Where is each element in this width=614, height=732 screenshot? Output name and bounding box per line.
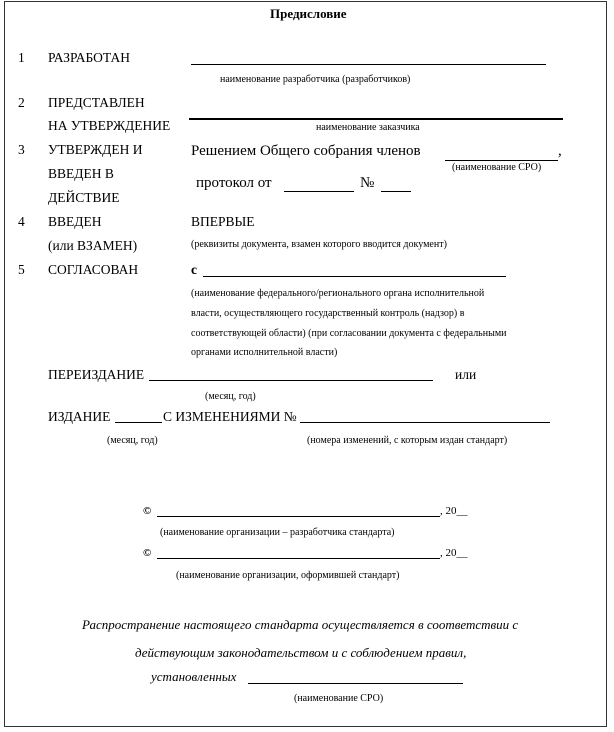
authority-caption-1: (наименование федерального/регионального органа исполнительной	[191, 288, 485, 299]
item-label-4a: ВВЕДЕН	[48, 214, 102, 229]
page-title: Предисловие	[270, 6, 347, 21]
edition-label: ИЗДАНИЕ	[48, 409, 111, 424]
copyright-icon: ©	[143, 547, 152, 559]
protocol-date-field[interactable]	[284, 191, 354, 192]
distribution-sro-field[interactable]	[248, 683, 463, 684]
copyright-year-2: , 20__	[440, 547, 468, 559]
item-label-2b: НА УТВЕРЖДЕНИЕ	[48, 118, 171, 133]
change-numbers-caption: (номера изменений, с которым издан стандарт)	[307, 435, 508, 446]
distribution-line-3-prefix: установленных	[151, 669, 237, 684]
introduced-value: ВПЕРВЫЕ	[191, 214, 255, 229]
distribution-line-1: Распространение настоящего стандарта осуществляется в соответствии с	[82, 617, 519, 632]
item-label-2a: ПРЕДСТАВЛЕН	[48, 95, 145, 110]
reissue-date-field[interactable]	[149, 380, 433, 381]
item-number-4: 4	[18, 214, 25, 229]
item-label-3b: ВВЕДЕН В	[48, 166, 114, 181]
distribution-line-2: действующим законодательством и с соблюдением правил,	[135, 645, 467, 660]
edition-date-caption: (месяц, год)	[107, 435, 158, 446]
reissue-label: ПЕРЕИЗДАНИЕ	[48, 367, 145, 382]
developer-name-field[interactable]	[191, 64, 546, 65]
customer-name-field[interactable]	[189, 118, 563, 120]
protocol-label: протокол от	[196, 175, 272, 191]
authority-caption-4: органами исполнительной власти)	[191, 347, 338, 358]
authority-caption-3: соответствующей области) (при согласовании документа с федеральными	[191, 328, 507, 339]
item-number-1: 1	[18, 50, 25, 65]
authority-name-field[interactable]	[203, 276, 506, 277]
item-number-5: 5	[18, 262, 25, 277]
change-numbers-field[interactable]	[300, 422, 550, 423]
copyright-year-1: , 20__	[440, 505, 468, 517]
comma: ,	[558, 143, 562, 159]
approval-decision-text: Решением Общего собрания членов	[191, 143, 421, 159]
reissue-or: или	[455, 367, 477, 382]
number-sign: №	[360, 175, 375, 191]
authority-caption-2: власти, осуществляющего государственный контроль (надзор) в	[191, 308, 465, 319]
item-label-3a: УТВЕРЖДЕН И	[48, 142, 143, 157]
with-changes-label: С ИЗМЕНЕНИЯМИ №	[163, 409, 297, 424]
reissue-caption: (месяц, год)	[205, 391, 256, 402]
protocol-number-field[interactable]	[381, 191, 411, 192]
developer-org-field[interactable]	[157, 516, 440, 517]
copyright-icon: ©	[143, 505, 152, 517]
developer-caption: наименование разработчика (разработчиков)	[220, 74, 411, 85]
agreed-with-prefix: с	[191, 262, 197, 277]
edition-date-field[interactable]	[115, 422, 162, 423]
copyright-caption-1: (наименование организации – разработчика стандарта)	[160, 527, 395, 538]
sro-name-field[interactable]	[445, 160, 558, 161]
publisher-org-field[interactable]	[157, 558, 440, 559]
customer-caption: наименование заказчика	[316, 122, 420, 133]
replacement-caption: (реквизиты документа, взамен которого вводится документ)	[191, 239, 447, 250]
item-number-3: 3	[18, 142, 25, 157]
copyright-caption-2: (наименование организации, оформившей стандарт)	[176, 570, 400, 581]
item-label-4b: (или ВЗАМЕН)	[48, 238, 138, 253]
item-label-3c: ДЕЙСТВИЕ	[48, 190, 120, 205]
sro-caption: (наименование СРО)	[452, 162, 542, 173]
distribution-caption: (наименование СРО)	[294, 693, 384, 704]
item-number-2: 2	[18, 95, 25, 110]
item-label-1: РАЗРАБОТАН	[48, 50, 130, 65]
item-label-5: СОГЛАСОВАН	[48, 262, 139, 277]
